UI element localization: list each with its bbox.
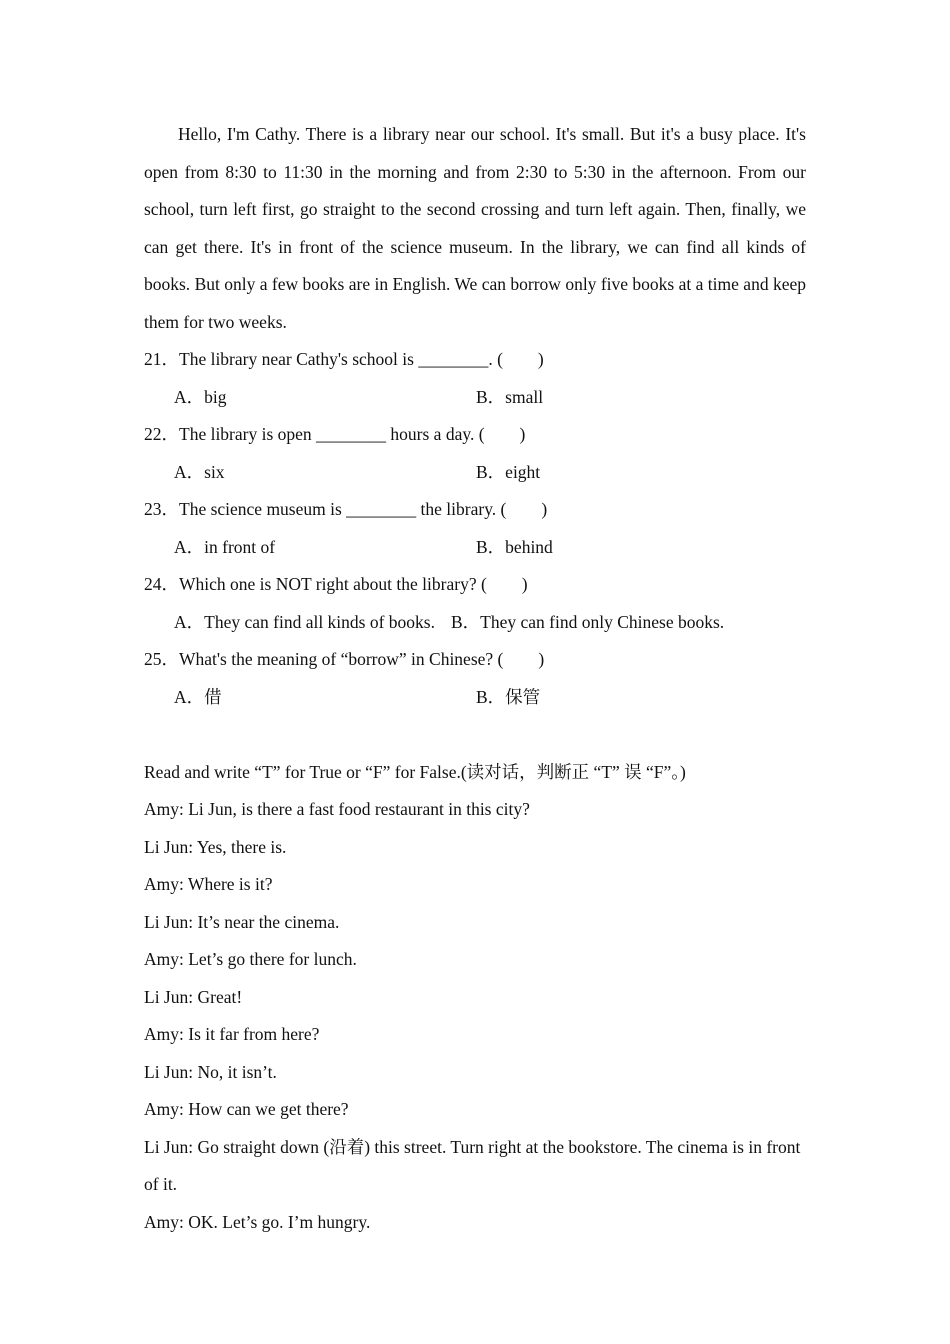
question-stem: 21．The library near Cathy's school is ________. ( ) [144, 349, 544, 369]
question-25 [144, 641, 806, 716]
dialog-line: Li Jun: Yes, there is. [144, 836, 287, 857]
option-a: A．six [174, 461, 225, 482]
question-22 [144, 416, 806, 491]
dialog-line: Amy: Where is it? [144, 874, 273, 894]
question-stem: 23．The science museum is ________ the library. ( ) [144, 499, 548, 519]
option-b: B．保管 [476, 686, 541, 707]
question-21 [144, 341, 806, 416]
dialog-line: Li Jun: No, it isn’t. [144, 1061, 277, 1082]
dialog-line: Amy: Let’s go there for lunch. [144, 949, 357, 969]
dialog-line: Amy: OK. Let’s go. I’m hungry. [144, 1211, 371, 1232]
option-b: B．behind [476, 536, 553, 557]
section-instruction: Read and write “T” for True or “F” for False.(读对话，判断正 “T” 误 “F”。) [144, 761, 686, 782]
question-stem: 25．What's the meaning of “borrow” in Chinese? ( ) [144, 649, 545, 669]
option-b: B．eight [476, 461, 541, 482]
option-a: A．in front of [174, 536, 276, 557]
question-stem: 24．Which one is NOT right about the library? ( ) [144, 574, 528, 594]
option-a: A．借 [174, 686, 222, 707]
answer-options [144, 679, 806, 717]
worksheet-page [144, 116, 806, 1241]
answer-options [144, 454, 806, 492]
option-a: A．They can find all kinds of books. [174, 611, 435, 632]
question-23 [144, 491, 806, 566]
option-b: B．They can find only Chinese books. [451, 611, 725, 632]
answer-options [144, 604, 806, 642]
question-stem: 22．The library is open ________ hours a day. ( ) [144, 424, 526, 444]
question-24 [144, 566, 806, 641]
dialog-line: Amy: How can we get there? [144, 1099, 349, 1119]
reading-passage: Hello, I'm Cathy. There is a library near our school. It's small. But it's a busy place. It's open from 8:30 to 11:30 in the morning and from 2:30 to 5:30 in the afternoon. From our school, turn left first, go straight to the second crossing and turn left again. Then, finally, we can get there. It's in front of the science museum. In the library, we can find all kinds of books. But only a few books are in English. We can borrow only five books at a time and keep them for two weeks. [144, 124, 806, 332]
dialog [144, 791, 806, 1241]
dialog-line: Li Jun: Go straight down (沿着) this street. Turn right at the bookstore. The cinema is in front of it. [144, 1136, 801, 1194]
answer-options [144, 529, 806, 567]
dialog-line: Li Jun: Great! [144, 986, 243, 1007]
dialog-line: Li Jun: It’s near the cinema. [144, 911, 340, 932]
option-b: B．small [476, 386, 544, 407]
option-a: A．big [174, 386, 227, 407]
answer-options [144, 379, 806, 417]
section-gap [144, 716, 806, 754]
dialog-line: Amy: Is it far from here? [144, 1024, 320, 1044]
dialog-line: Amy: Li Jun, is there a fast food restaurant in this city? [144, 799, 530, 819]
